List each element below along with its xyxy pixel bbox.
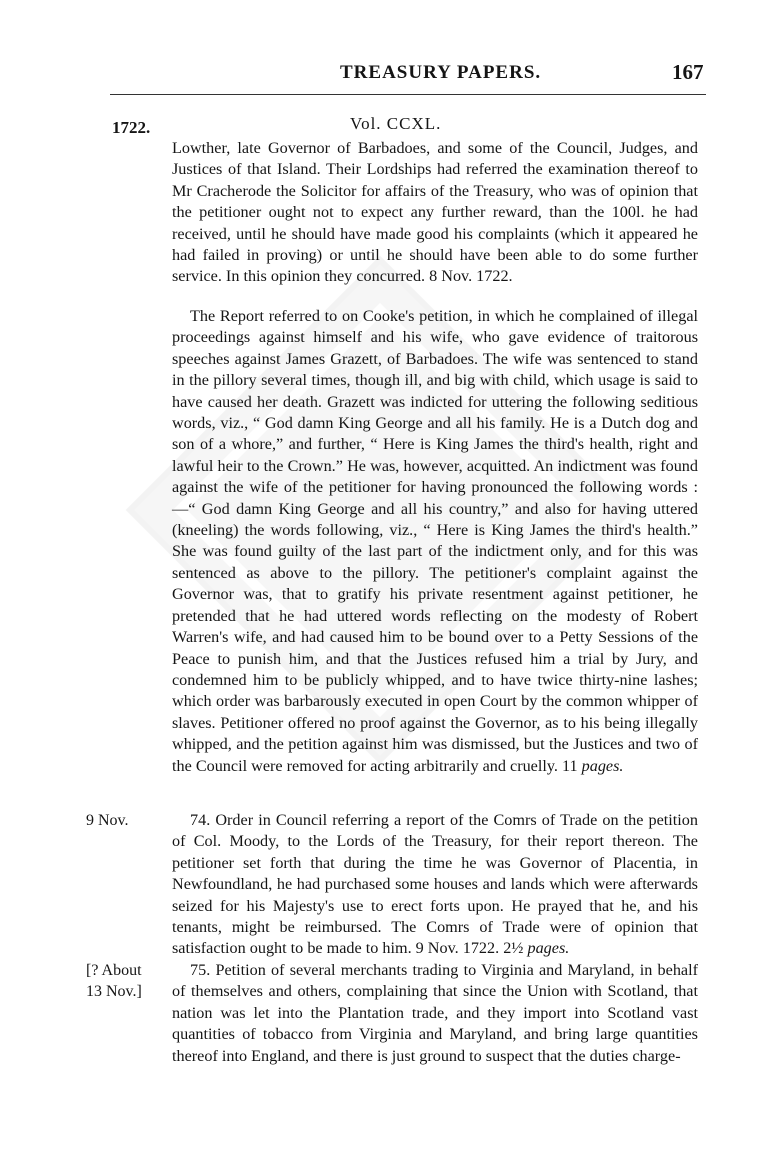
entry-report (172, 306, 698, 777)
report-pages-label: pages. (581, 756, 624, 775)
running-title: TREASURY PAPERS. (340, 62, 542, 83)
report-text: The Report referred to on Cooke's petition, in which he complained of illegal proceedings against himself and his wife, who gave evidence of traitorous speeches against James Grazett, of Barbadoes. The wife was sentenced to stand in the pillory several times, though ill, and big with child, which usage is said to have caused her death. Grazett was indicted for uttering the following seditious words, viz., “ God damn King George and all his family. He is a Dutch dog and son of a whore,” and further, “ Here is King James the third's health, right and lawful heir to the Crown.” He was, however, acquitted. An indictment was found against the wife of the petitioner for having pronounced the following words :—“ God damn King George and all his country,” and also for having uttered (kneeling) the words following, viz., “ Here is King James the third's health.” She was found guilty of the last part of the indictment only, and for this was sentenced as above to the pillory. The petitioner's complaint against the Governor was, that to gratify his private resentment against petitioner, he pretended that he had uttered words reflecting on the modesty of Robert Warren's wife, and had caused him to be bound over to a Petty Sessions of the Peace to punish him, and that the Justices refused him a trial by Jury, and condemned him to be publicly whipped, and to have twice thirty-nine lashes; which order was barbarously executed in open Court by the common whipper of slaves. Petitioner offered no proof against the Governor, as to his being illegally whipped, and the petition against him was dismissed, but the Justices and two of the Council were removed for acting arbitrarily and cruelly. 11 (172, 307, 698, 775)
entry-74 (172, 810, 698, 960)
entry74-paragraph (172, 810, 698, 960)
page-header (0, 62, 768, 94)
page-number: 167 (672, 60, 704, 84)
entry75-date-line1: [? About (86, 962, 142, 979)
entry74-date: 9 Nov. (86, 812, 129, 829)
entry75-text: 75. Petition of several merchants trading to Virginia and Maryland, in behalf of themselves and others, complaining that since the Union with Scotland, that nation was let into the Plantation trade, and they import into Scotland vast quantities of tobacco from Virginia and Maryland, and bring large quantities thereof into England, and there is just ground to suspect that the duties charge- (172, 961, 698, 1065)
entry75-date (86, 960, 142, 1002)
year-marker: 1722. (112, 118, 151, 137)
entry-continuation (172, 138, 698, 288)
entry74-text: 74. Order in Council referring a report of the Comrs of Trade on the petition of Col. Moody, to the Lords of the Treasury, for their report thereon. The petitioner set forth that during the time he was Governor of Placentia, in Newfoundland, he had purchased some houses and lands which were afterwards seized for his Majesty's use to erect forts upon. He prayed that he, and his tenants, might be reimbursed. The Comrs of Trade were of opinion that satisfaction ought to be made to him. 9 Nov. 1722. 2½ (172, 811, 698, 958)
continuation-text: Lowther, late Governor of Barbadoes, and some of the Council, Judges, and Justices of that Island. Their Lordships had referred the examination thereof to Mr Cracherode the Solicitor for affairs of the Treasury, who was of opinion that the petitioner ought not to expect any further reward, than the 100l. he had received, until he should have made good his complaints (which it appeared he had failed in proving) or until he should have been able to do some further service. In this opinion they concurred. 8 Nov. 1722. (172, 139, 698, 286)
entry75-date-line2: 13 Nov.] (86, 983, 142, 1000)
entry-75 (172, 960, 698, 1067)
volume-heading: Vol. CCXL. (350, 114, 442, 133)
header-rule (110, 94, 706, 95)
report-paragraph (172, 306, 698, 777)
entry74-pages-label: pages. (527, 939, 570, 958)
